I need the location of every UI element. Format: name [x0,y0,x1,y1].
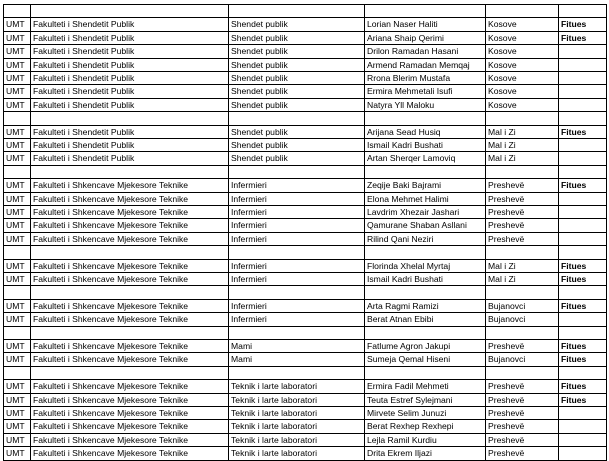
university-cell: UMT [4,152,31,165]
region-cell: Mal i Zi [486,273,559,286]
university-cell: UMT [4,31,31,44]
faculty-cell: Fakulteti i Shendetit Publik [31,139,229,152]
spacer-row [4,286,607,299]
faculty-cell: Fakulteti i Shendetit Publik [31,45,229,58]
result-cell [559,5,607,18]
result-cell: Fitues [559,299,607,312]
university-cell: UMT [4,380,31,393]
region-cell: Preshevë [486,420,559,433]
table-row [4,45,607,58]
program-cell: Infermieri [229,206,365,219]
candidate-name-cell: Zeqije Baki Bajrami [365,179,486,192]
result-cell [559,420,607,433]
university-cell: UMT [4,407,31,420]
program-cell: Shendet publik [229,31,365,44]
program-cell: Teknik i larte laboratori [229,447,365,460]
table-row [4,353,607,366]
candidate-name-cell: Ermira Fadil Mehmeti [365,380,486,393]
faculty-cell: Fakulteti i Shkencave Mjekesore Teknike [31,353,229,366]
candidate-name-cell: Berat Rexhep Rexhepi [365,420,486,433]
region-cell: Kosove [486,45,559,58]
candidate-name-cell: Teuta Estref Sylejmani [365,393,486,406]
program-cell [229,246,365,259]
table-row [4,125,607,138]
table-row [4,380,607,393]
faculty-cell: Fakulteti i Shkencave Mjekesore Teknike [31,273,229,286]
spacer-row [4,112,607,125]
table-row [4,340,607,353]
candidate-name-cell [365,326,486,339]
result-cell [559,58,607,71]
candidate-name-cell: Berat Atnan Ebibi [365,313,486,326]
region-cell: Preshevë [486,219,559,232]
candidate-name-cell: Natyra Yll Maloku [365,98,486,111]
region-cell: Preshevë [486,179,559,192]
university-cell: UMT [4,58,31,71]
result-cell [559,98,607,111]
result-cell [559,206,607,219]
faculty-cell: Fakulteti i Shendetit Publik [31,152,229,165]
result-cell [559,165,607,178]
result-cell [559,152,607,165]
university-cell [4,165,31,178]
candidate-name-cell: Mirvete Selim Junuzi [365,407,486,420]
program-cell: Infermieri [229,273,365,286]
region-cell [486,286,559,299]
result-cell: Fitues [559,179,607,192]
table-row [4,179,607,192]
program-cell: Infermieri [229,299,365,312]
result-cell [559,192,607,205]
faculty-cell: Fakulteti i Shendetit Publik [31,31,229,44]
faculty-cell [31,165,229,178]
region-cell: Kosove [486,85,559,98]
program-cell: Shendet publik [229,152,365,165]
university-cell: UMT [4,192,31,205]
faculty-cell: Fakulteti i Shkencave Mjekesore Teknike [31,420,229,433]
university-cell: UMT [4,273,31,286]
candidate-name-cell: Ermira Mehmetali Isufi [365,85,486,98]
table-row [4,85,607,98]
result-cell [559,407,607,420]
result-cell [559,447,607,460]
table-row [4,232,607,245]
candidate-name-cell: Ismail Kadri Bushati [365,139,486,152]
candidate-name-cell [365,112,486,125]
program-cell: Shendet publik [229,72,365,85]
candidate-name-cell: Drilon Ramadan Hasani [365,45,486,58]
region-cell: Preshevë [486,433,559,446]
spacer-row [4,326,607,339]
program-cell [229,286,365,299]
faculty-cell [31,366,229,379]
program-cell: Shendet publik [229,98,365,111]
candidate-name-cell [365,286,486,299]
region-cell: Mal i Zi [486,259,559,272]
table-row [4,433,607,446]
table-row [4,219,607,232]
program-cell: Shendet publik [229,45,365,58]
faculty-cell [31,286,229,299]
program-cell: Teknik i larte laboratori [229,420,365,433]
faculty-cell: Fakulteti i Shkencave Mjekesore Teknike [31,407,229,420]
region-cell [486,326,559,339]
region-cell: Bujanovci [486,313,559,326]
table-row [4,192,607,205]
region-cell: Preshevë [486,393,559,406]
program-cell: Infermieri [229,313,365,326]
table-row [4,420,607,433]
program-cell: Shendet publik [229,85,365,98]
university-cell: UMT [4,340,31,353]
candidate-name-cell: Florinda Xhelal Myrtaj [365,259,486,272]
spacer-row [4,5,607,18]
region-cell: Preshevë [486,380,559,393]
program-cell: Mami [229,353,365,366]
program-cell: Shendet publik [229,58,365,71]
university-cell: UMT [4,125,31,138]
university-cell: UMT [4,353,31,366]
faculty-cell [31,246,229,259]
university-cell: UMT [4,85,31,98]
result-cell: Fitues [559,259,607,272]
university-cell: UMT [4,98,31,111]
table-row [4,299,607,312]
region-cell: Mal i Zi [486,139,559,152]
university-cell: UMT [4,18,31,31]
region-cell [486,5,559,18]
candidate-name-cell [365,246,486,259]
result-cell [559,313,607,326]
region-cell: Preshevë [486,192,559,205]
faculty-cell: Fakulteti i Shkencave Mjekesore Teknike [31,206,229,219]
result-cell [559,139,607,152]
university-cell [4,5,31,18]
program-cell: Shendet publik [229,125,365,138]
candidate-name-cell: Artan Sherqer Lamoviq [365,152,486,165]
region-cell: Kosove [486,98,559,111]
table-row [4,98,607,111]
university-cell: UMT [4,139,31,152]
faculty-cell: Fakulteti i Shkencave Mjekesore Teknike [31,192,229,205]
university-cell: UMT [4,433,31,446]
faculty-cell: Fakulteti i Shkencave Mjekesore Teknike [31,299,229,312]
table-row [4,393,607,406]
university-cell: UMT [4,259,31,272]
region-cell: Kosove [486,31,559,44]
university-cell [4,286,31,299]
table-row [4,313,607,326]
candidate-name-cell [365,5,486,18]
table-row [4,407,607,420]
faculty-cell: Fakulteti i Shkencave Mjekesore Teknike [31,219,229,232]
region-cell: Preshevë [486,206,559,219]
candidate-name-cell: Rilind Qani Neziri [365,232,486,245]
table-row [4,18,607,31]
candidate-name-cell: Arijana Sead Husiq [365,125,486,138]
region-cell: Kosove [486,72,559,85]
region-cell: Kosove [486,18,559,31]
university-cell: UMT [4,206,31,219]
table-row [4,273,607,286]
table-row [4,206,607,219]
result-cell: Fitues [559,340,607,353]
faculty-cell: Fakulteti i Shkencave Mjekesore Teknike [31,393,229,406]
region-cell [486,366,559,379]
faculty-cell: Fakulteti i Shkencave Mjekesore Teknike [31,433,229,446]
spacer-row [4,246,607,259]
result-cell: Fitues [559,31,607,44]
result-cell [559,112,607,125]
university-cell: UMT [4,179,31,192]
table-row [4,447,607,460]
table-row [4,72,607,85]
result-cell [559,366,607,379]
result-cell: Fitues [559,125,607,138]
table-row [4,259,607,272]
region-cell [486,112,559,125]
region-cell: Mal i Zi [486,125,559,138]
result-cell: Fitues [559,393,607,406]
candidate-name-cell: Drita Ekrem Iljazi [365,447,486,460]
university-cell: UMT [4,420,31,433]
program-cell: Infermieri [229,192,365,205]
program-cell [229,366,365,379]
faculty-cell: Fakulteti i Shendetit Publik [31,18,229,31]
university-cell: UMT [4,299,31,312]
region-cell: Bujanovci [486,353,559,366]
candidate-name-cell: Lejla Ramil Kurdiu [365,433,486,446]
university-cell: UMT [4,72,31,85]
candidate-name-cell: Ariana Shaip Qerimi [365,31,486,44]
university-cell: UMT [4,313,31,326]
result-cell [559,72,607,85]
result-cell: Fitues [559,380,607,393]
region-cell: Preshevë [486,407,559,420]
university-cell: UMT [4,393,31,406]
university-cell: UMT [4,447,31,460]
university-cell: UMT [4,219,31,232]
faculty-cell: Fakulteti i Shkencave Mjekesore Teknike [31,447,229,460]
program-cell: Teknik i larte laboratori [229,393,365,406]
program-cell: Shendet publik [229,139,365,152]
results-table [3,4,607,461]
result-cell [559,246,607,259]
candidate-name-cell [365,165,486,178]
university-cell [4,246,31,259]
faculty-cell: Fakulteti i Shkencave Mjekesore Teknike [31,313,229,326]
faculty-cell: Fakulteti i Shendetit Publik [31,58,229,71]
table-row [4,58,607,71]
university-cell [4,326,31,339]
program-cell [229,165,365,178]
program-cell [229,326,365,339]
result-cell [559,85,607,98]
faculty-cell: Fakulteti i Shkencave Mjekesore Teknike [31,380,229,393]
faculty-cell: Fakulteti i Shkencave Mjekesore Teknike [31,340,229,353]
region-cell: Bujanovci [486,299,559,312]
faculty-cell: Fakulteti i Shkencave Mjekesore Teknike [31,232,229,245]
faculty-cell [31,112,229,125]
table-row [4,31,607,44]
candidate-name-cell: Sumeja Qemal Hiseni [365,353,486,366]
faculty-cell [31,5,229,18]
table-row [4,139,607,152]
result-cell: Fitues [559,273,607,286]
region-cell [486,165,559,178]
faculty-cell: Fakulteti i Shendetit Publik [31,125,229,138]
spacer-row [4,366,607,379]
region-cell [486,246,559,259]
result-cell: Fitues [559,353,607,366]
table-row [4,152,607,165]
program-cell: Shendet publik [229,18,365,31]
result-cell [559,433,607,446]
faculty-cell: Fakulteti i Shendetit Publik [31,85,229,98]
candidate-name-cell: Fatlume Agron Jakupi [365,340,486,353]
program-cell: Teknik i larte laboratori [229,380,365,393]
university-cell [4,366,31,379]
result-cell [559,219,607,232]
program-cell: Infermieri [229,232,365,245]
program-cell [229,112,365,125]
program-cell: Teknik i larte laboratori [229,433,365,446]
faculty-cell: Fakulteti i Shendetit Publik [31,72,229,85]
candidate-name-cell: Ismail Kadri Bushati [365,273,486,286]
faculty-cell [31,326,229,339]
program-cell: Mami [229,340,365,353]
university-cell: UMT [4,45,31,58]
candidate-name-cell: Armend Ramadan Memqaj [365,58,486,71]
region-cell: Preshevë [486,340,559,353]
result-cell [559,232,607,245]
candidate-name-cell [365,366,486,379]
region-cell: Kosove [486,58,559,71]
result-cell [559,45,607,58]
program-cell: Infermieri [229,219,365,232]
candidate-name-cell: Lavdrim Xhezair Jashari [365,206,486,219]
faculty-cell: Fakulteti i Shkencave Mjekesore Teknike [31,179,229,192]
candidate-name-cell: Lorian Naser Haliti [365,18,486,31]
result-cell [559,286,607,299]
result-cell [559,326,607,339]
result-cell: Fitues [559,18,607,31]
region-cell: Preshevë [486,232,559,245]
program-cell: Infermieri [229,179,365,192]
spacer-row [4,165,607,178]
university-cell [4,112,31,125]
candidate-name-cell: Arta Ragmi Ramizi [365,299,486,312]
faculty-cell: Fakulteti i Shkencave Mjekesore Teknike [31,259,229,272]
region-cell: Preshevë [486,447,559,460]
program-cell [229,5,365,18]
candidate-name-cell: Elona Mehmet Halimi [365,192,486,205]
faculty-cell: Fakulteti i Shendetit Publik [31,98,229,111]
region-cell: Mal i Zi [486,152,559,165]
candidate-name-cell: Qamurane Shaban Asllani [365,219,486,232]
candidate-name-cell: Rrona Blerim Mustafa [365,72,486,85]
program-cell: Teknik i larte laboratori [229,407,365,420]
program-cell: Infermieri [229,259,365,272]
university-cell: UMT [4,232,31,245]
